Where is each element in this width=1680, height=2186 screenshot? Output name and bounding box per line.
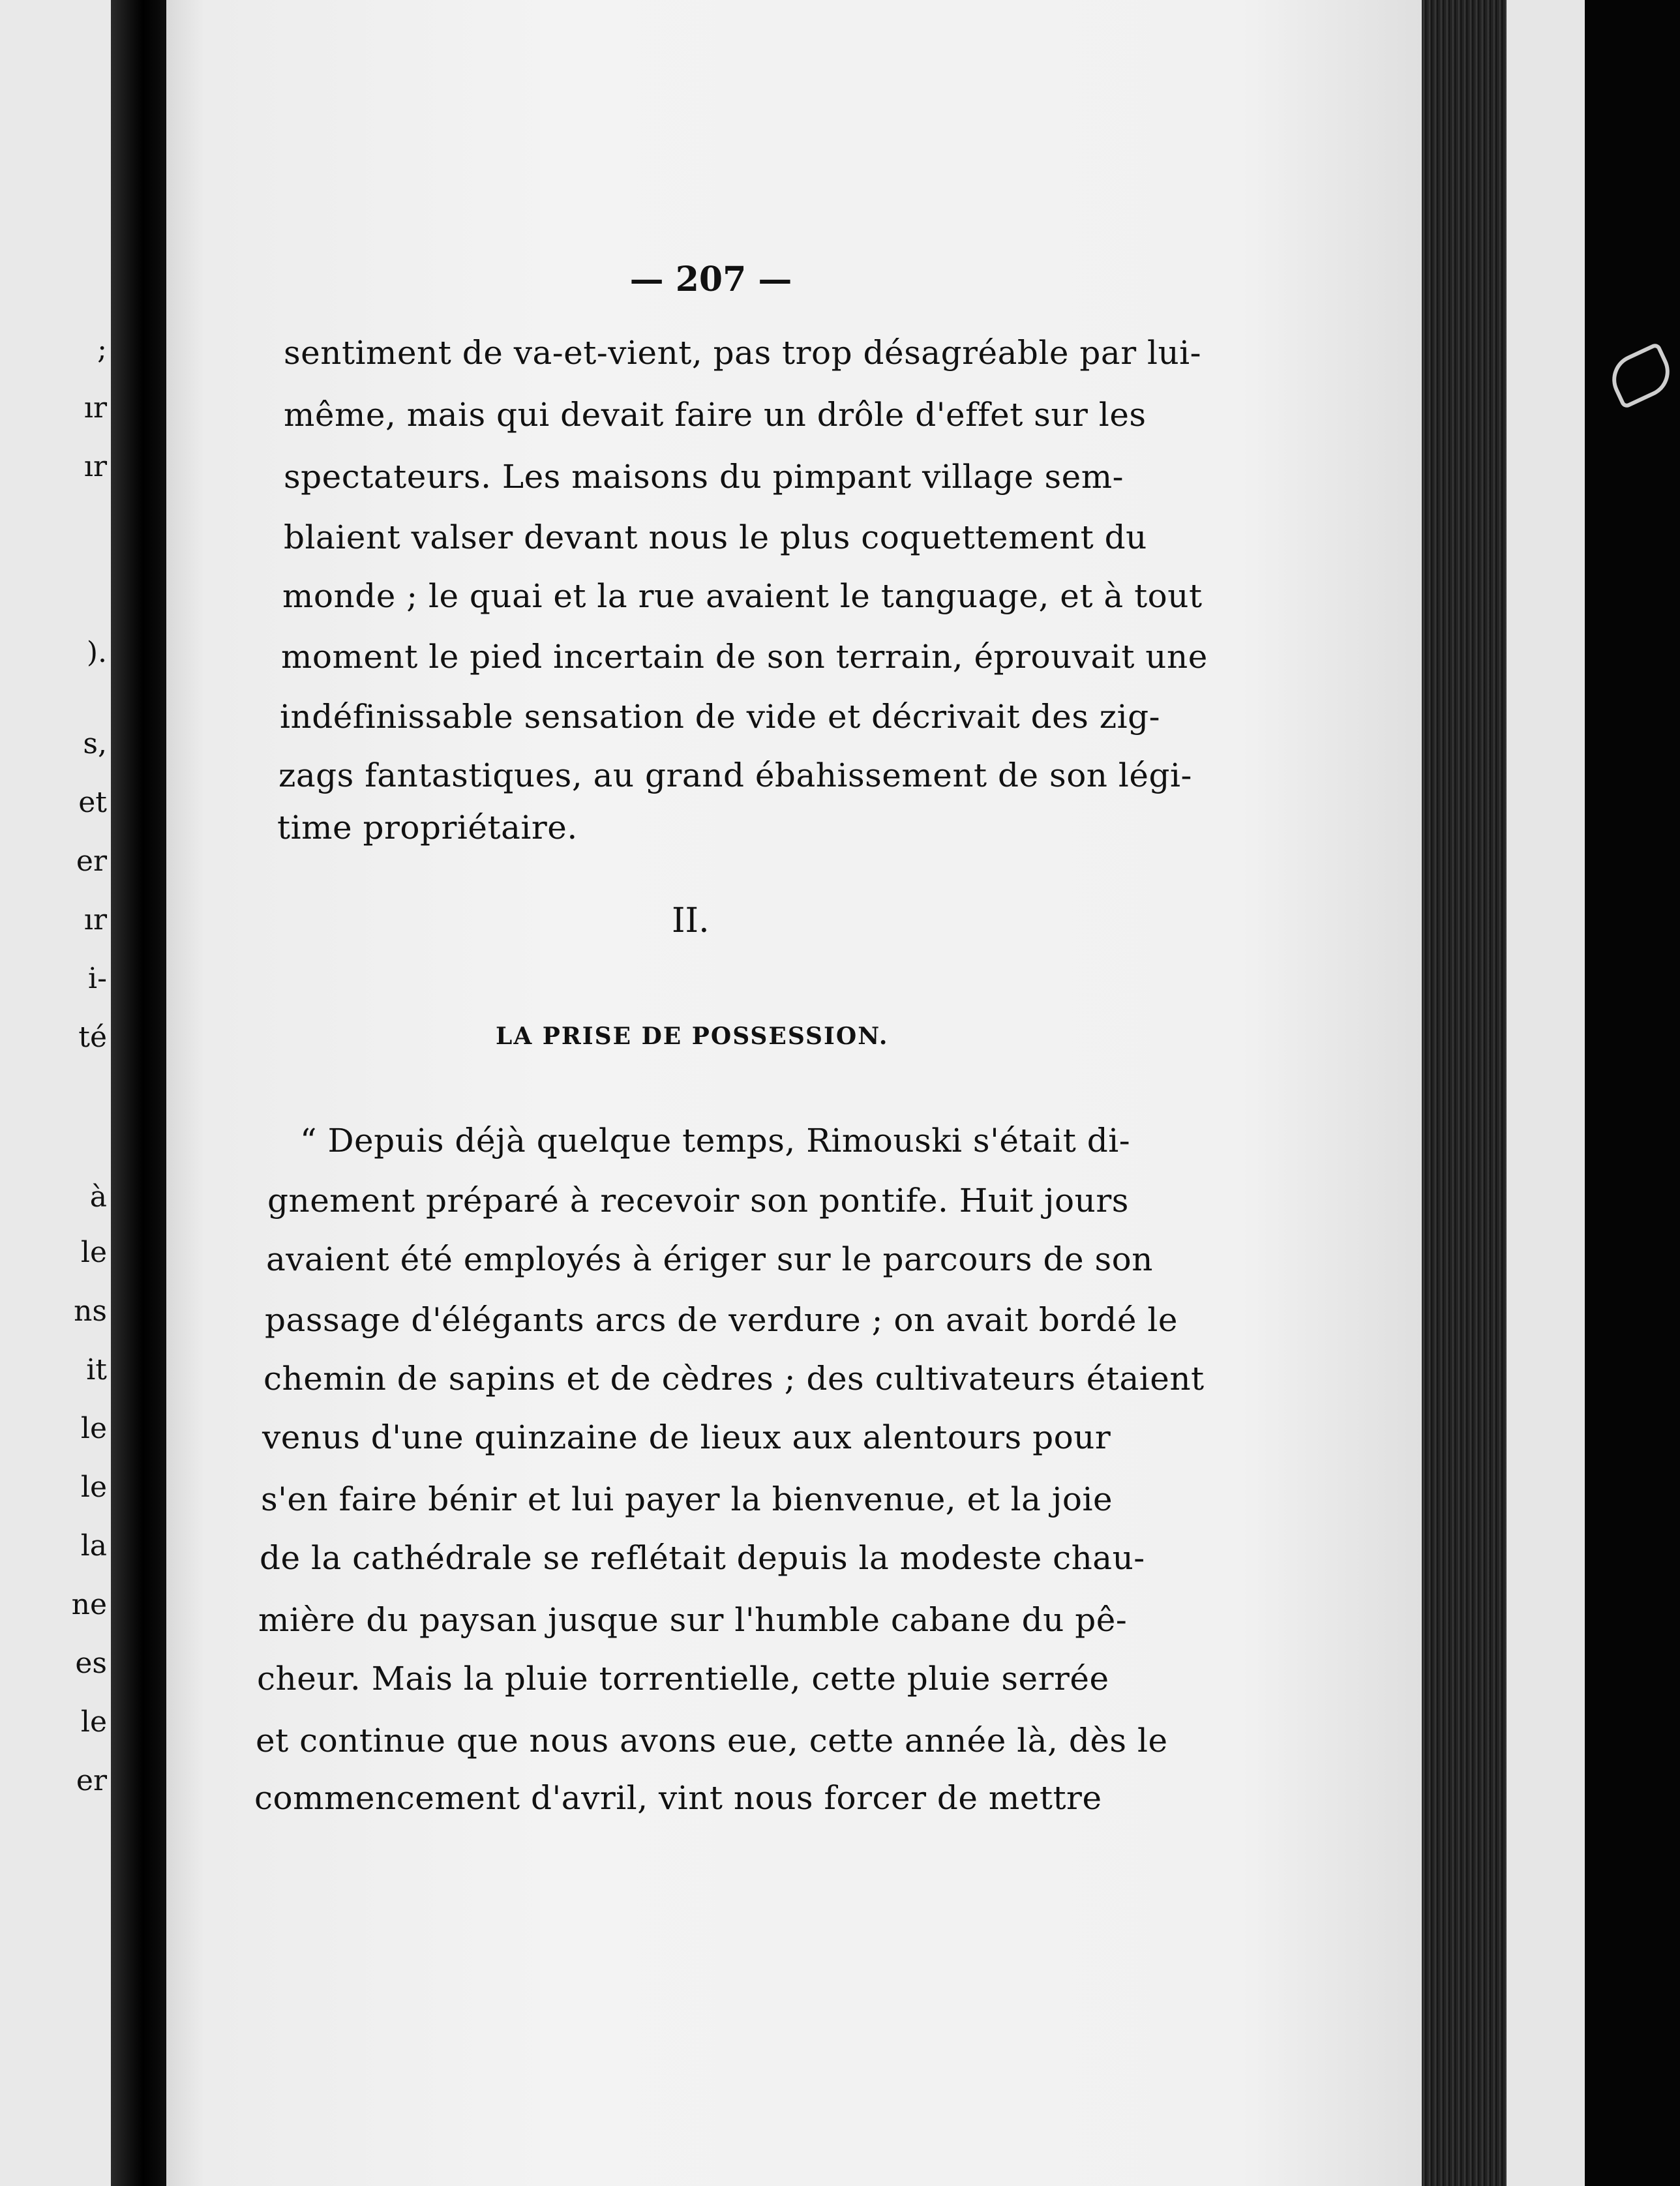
page-edge-highlight (1507, 0, 1585, 2186)
left-page-fragment: ns (74, 1295, 107, 1328)
text-line: zags fantastiques, au grand ébahissement de son légi- (278, 756, 1192, 794)
text-line: moment le pied incertain de son terrain, éprouvait une (281, 638, 1208, 676)
left-page-fragment: la (80, 1529, 107, 1563)
text-line: commencement d'avril, vint nous forcer de mettre (254, 1779, 1102, 1817)
left-page-fragment: er (76, 845, 107, 878)
text-line: venus d'une quinzaine de lieux aux alentours pour (262, 1418, 1111, 1456)
left-page-fragment: it (86, 1353, 107, 1386)
left-page-fragment: er (76, 1764, 107, 1797)
left-page-fragment: s, (83, 727, 107, 760)
left-page-fragment: ır (83, 450, 107, 483)
left-page-fragment: le (80, 1236, 107, 1269)
text-line: monde ; le quai et la rue avaient le tanguage, et à tout (282, 577, 1203, 615)
left-page-fragment: ır (83, 903, 107, 936)
book-page (166, 0, 1432, 2186)
book-fore-edge (1422, 0, 1680, 2186)
left-page-fragment: té (78, 1021, 107, 1054)
section-title: LA PRISE DE POSSESSION. (496, 1023, 889, 1050)
text-line: time propriétaire. (277, 809, 578, 846)
text-line: “ Depuis déjà quelque temps, Rimouski s'était di- (300, 1122, 1131, 1160)
text-line: même, mais qui devait faire un drôle d'effet sur les (284, 396, 1147, 434)
section-number: II. (672, 901, 710, 940)
left-page-fragment: le (80, 1705, 107, 1739)
left-facing-page (0, 0, 111, 2186)
left-page-fragment: le (80, 1471, 107, 1504)
left-page-fragment: à (89, 1180, 107, 1214)
text-line: blaient valser devant nous le plus coquettement du (284, 518, 1147, 556)
text-line: sentiment de va-et-vient, pas trop désagréable par lui- (284, 334, 1202, 372)
text-line: spectateurs. Les maisons du pimpant village sem- (284, 458, 1124, 496)
text-line: s'en faire bénir et lui payer la bienvenue, et la joie (261, 1480, 1113, 1518)
text-line: et continue que nous avons eue, cette année là, dès le (256, 1722, 1168, 1759)
book-gutter (111, 0, 170, 2186)
left-page-fragment: et (78, 786, 107, 819)
left-page-fragment: ; (97, 333, 107, 366)
text-line: passage d'élégants arcs de verdure ; on avait bordé le (265, 1301, 1178, 1339)
left-page-fragment: ne (71, 1588, 107, 1621)
left-page-fragment: ). (86, 636, 107, 669)
text-line: gnement préparé à recevoir son pontife. Huit jours (267, 1182, 1129, 1220)
text-line: mière du paysan jusque sur l'humble cabane du pê- (258, 1601, 1128, 1639)
text-line: avaient été employés à ériger sur le parcours de son (266, 1240, 1153, 1278)
left-page-fragment: ır (83, 391, 107, 425)
text-line: chemin de sapins et de cèdres ; des cultivateurs étaient (263, 1360, 1205, 1398)
page-number: — 207 — (629, 260, 792, 299)
background-shadow (1585, 0, 1680, 2186)
left-page-fragment: i- (88, 962, 107, 995)
text-line: de la cathédrale se reflétait depuis la modeste chau- (260, 1539, 1145, 1577)
left-page-fragment: le (80, 1412, 107, 1445)
text-line: cheur. Mais la pluie torrentielle, cette pluie serrée (257, 1660, 1109, 1698)
left-page-fragment: es (75, 1647, 107, 1680)
text-line: indéfinissable sensation de vide et décrivait des zig- (280, 698, 1160, 736)
